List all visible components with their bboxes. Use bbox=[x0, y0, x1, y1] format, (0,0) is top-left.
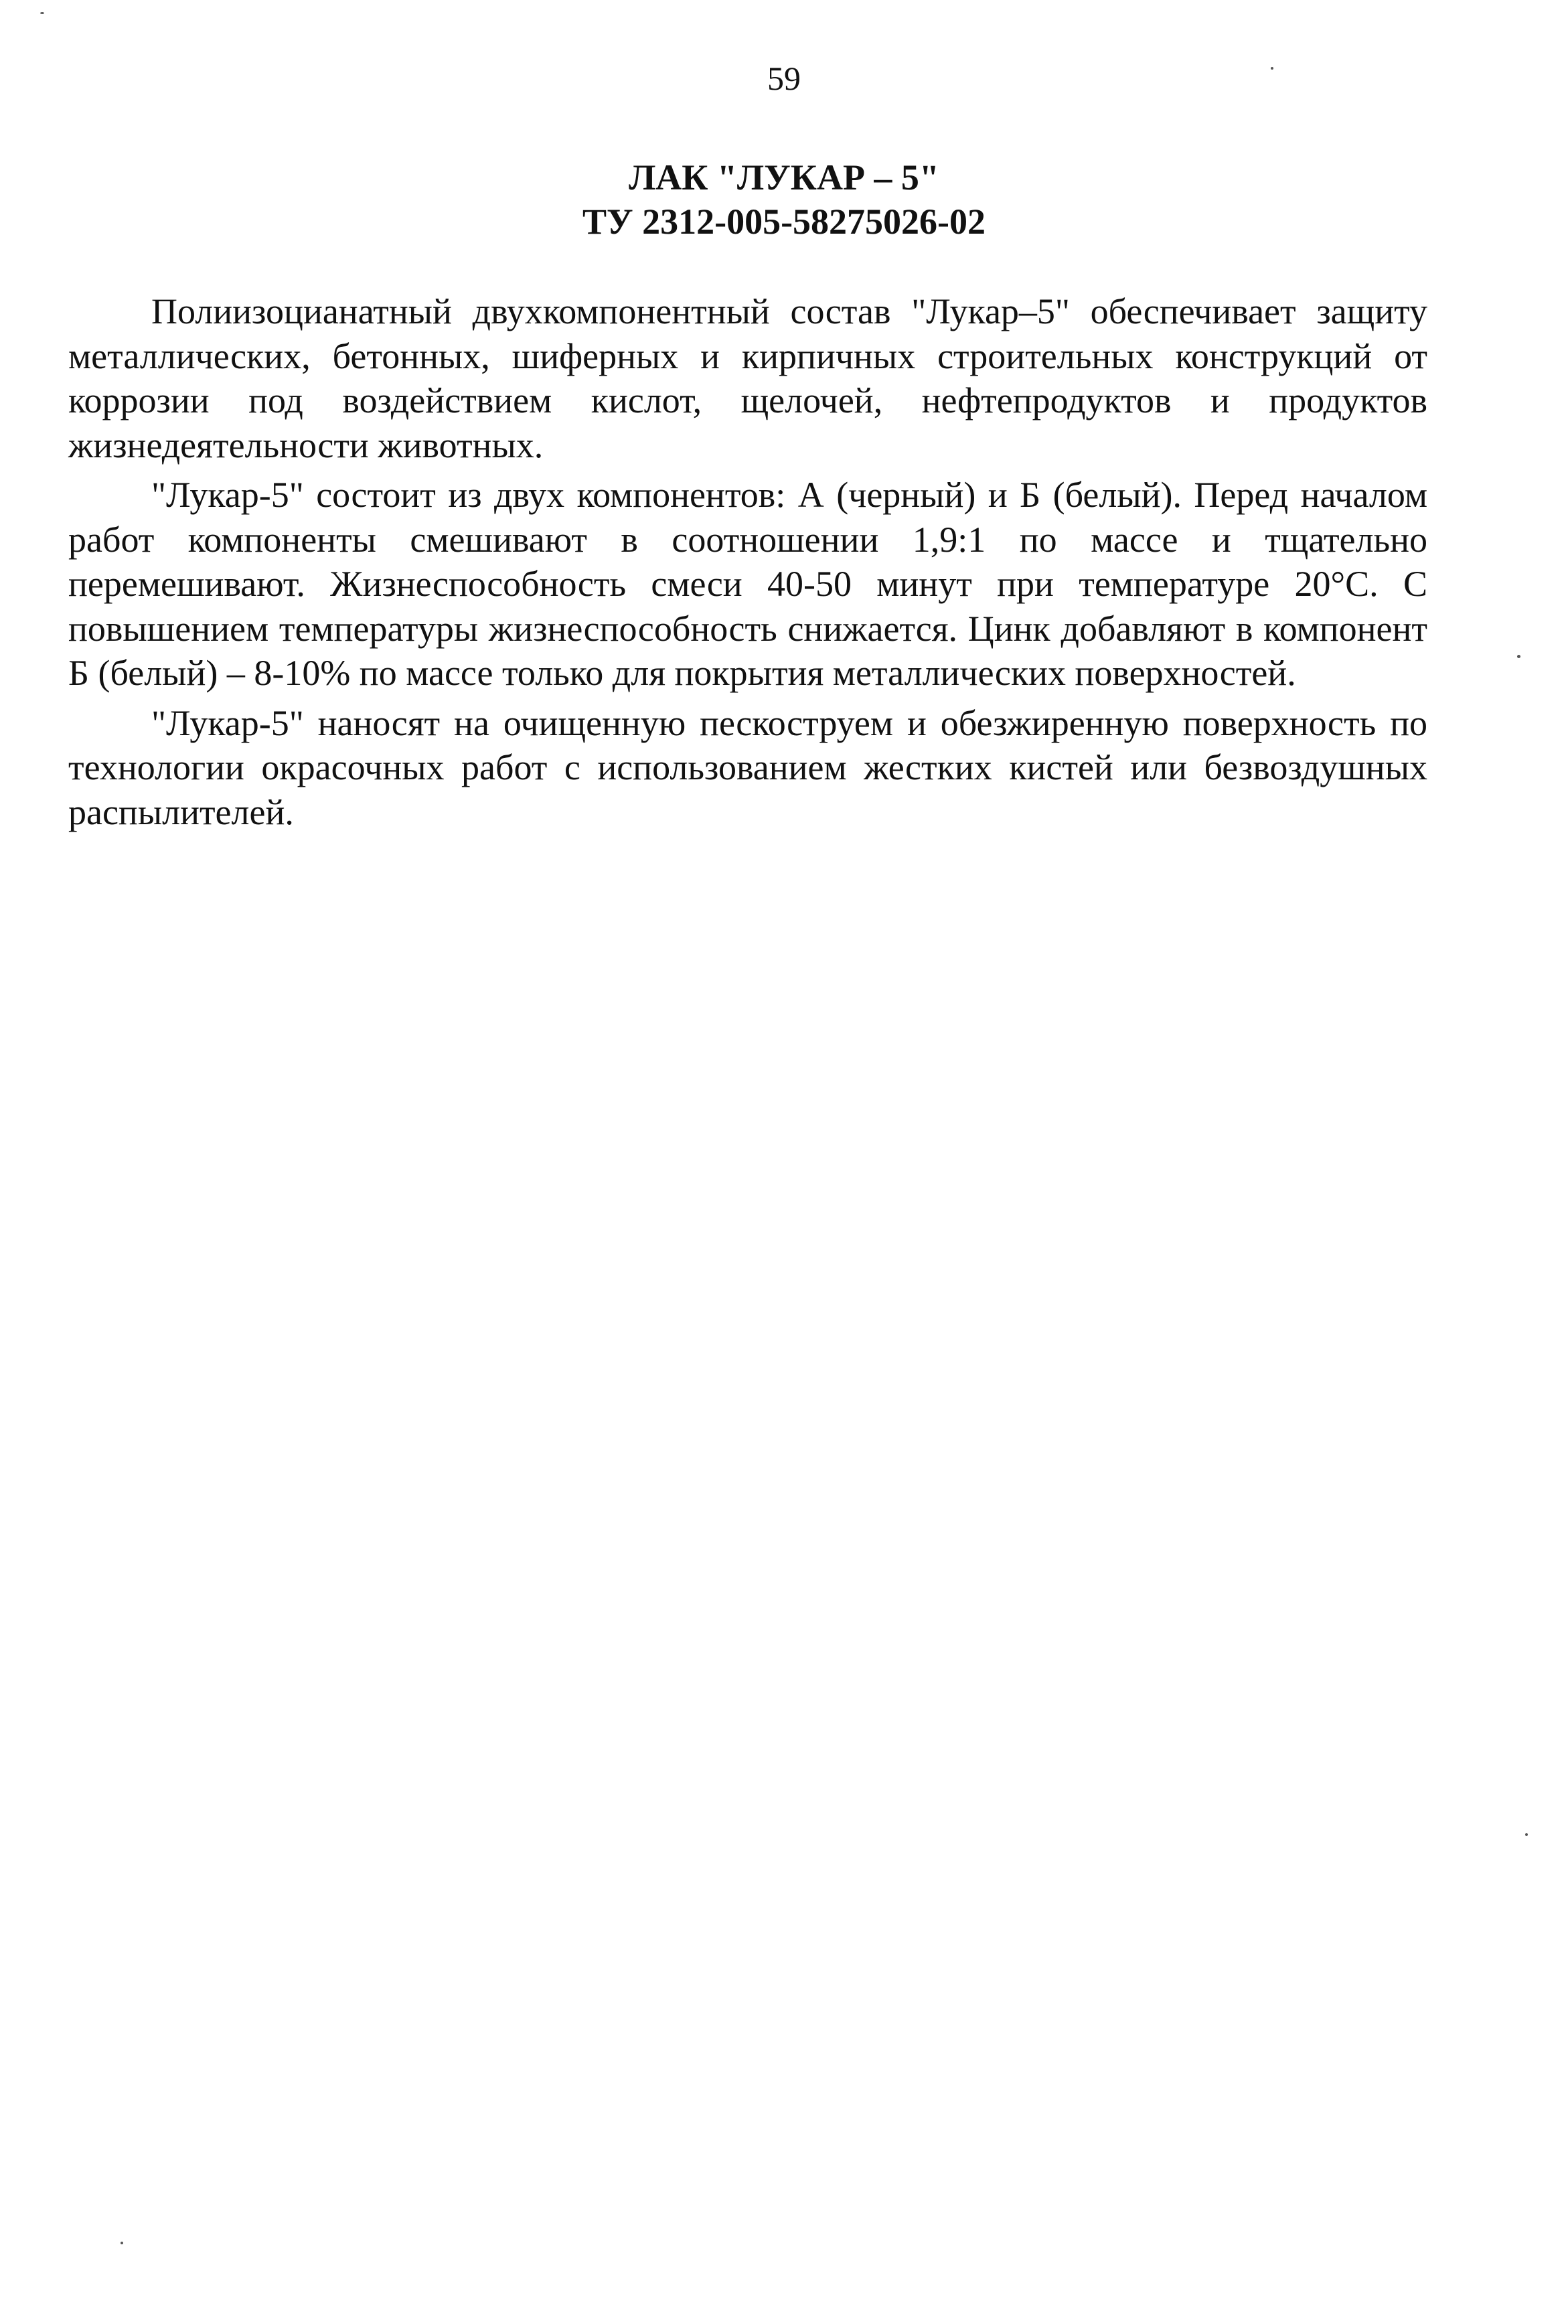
page-number: 59 bbox=[767, 60, 801, 97]
paragraph-application: "Лукар-5" наносят на очищенную пескоструем и обезжиренную поверхность по технологии окрасочных работ с использованием жестких кистей или безвоздушных распылителей. bbox=[68, 702, 1427, 832]
paragraph-composition: "Лукар-5" состоит из двух компонентов: А (черный) и Б (белый). Перед началом работ компоненты смешивают в соотношении 1,9:1 по массе и тщательно перемешивают. Жизнеспособность смеси 40-50 минут при температуре 20°С. С повышением температуры жизнеспособность снижается. Цинк добавляют в компонент Б (белый) – 8-10% по массе только для покрытия металлических поверхностей. bbox=[68, 475, 1427, 693]
product-title: ЛАК "ЛУКАР – 5" bbox=[629, 157, 939, 198]
document-body bbox=[68, 289, 1427, 840]
scan-speck bbox=[40, 12, 44, 14]
scan-speck bbox=[1525, 1833, 1528, 1836]
spec-number: ТУ 2312-005-58275026-02 bbox=[582, 202, 986, 242]
scan-speck bbox=[121, 2242, 123, 2244]
scan-speck bbox=[1271, 67, 1273, 70]
scan-speck bbox=[1517, 655, 1520, 658]
document-title bbox=[0, 155, 1568, 244]
paragraph-purpose: Полиизоцианатный двухкомпонентный состав "Лукар–5" обеспечивает защиту металлических, бетонных, шиферных и кирпичных строительных конструкций от коррозии под воздействием кислот, щелочей, нефтепродуктов и продуктов жизнедеятельности животных. bbox=[68, 291, 1427, 465]
